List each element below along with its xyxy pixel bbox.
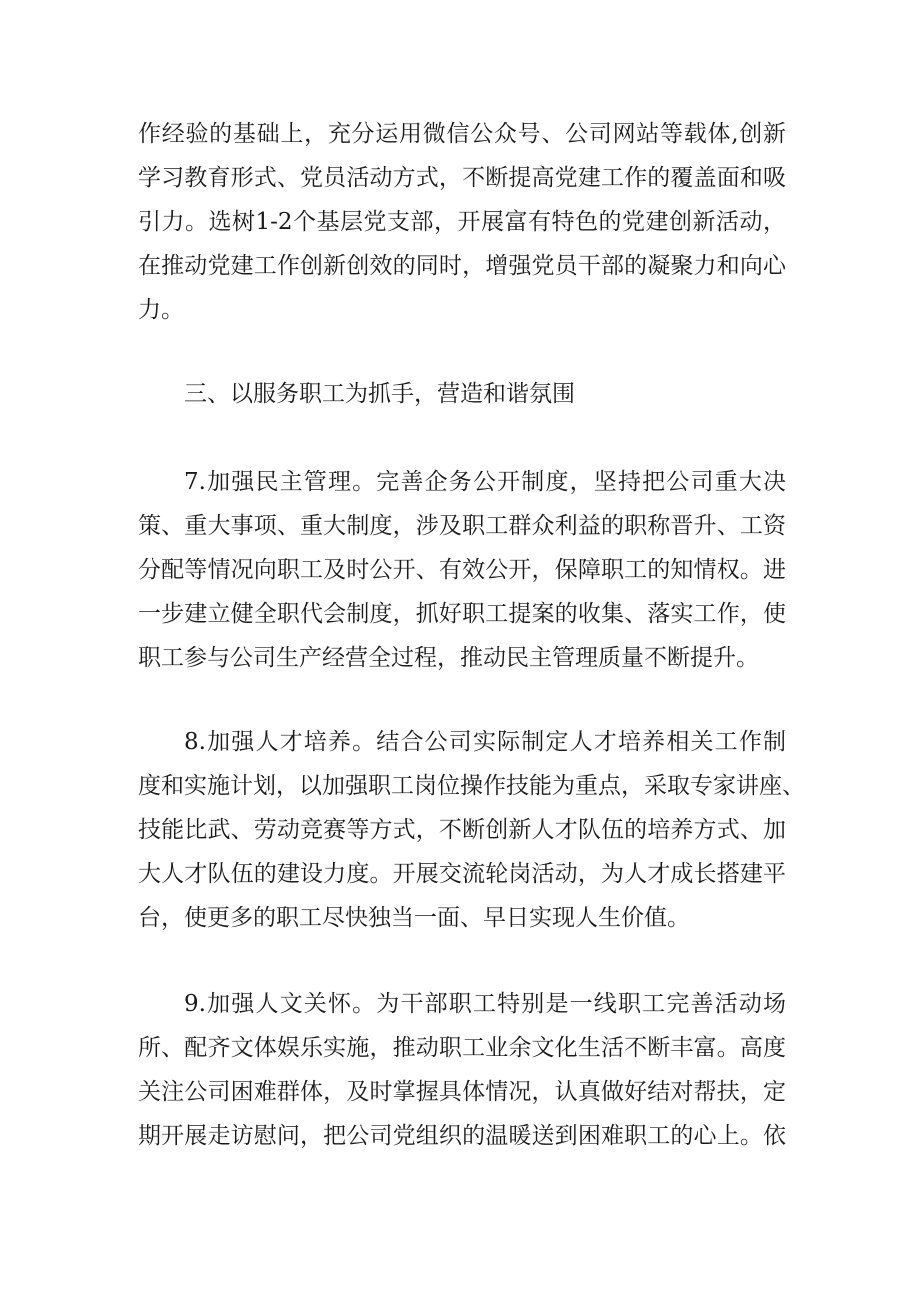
text-line: 关注公司困难群体，及时掌握具体情况，认真做好结对帮扶，定: [138, 1079, 786, 1105]
text-line: 8.加强人才培养。结合公司实际制定人才培养相关工作制: [184, 729, 786, 755]
text-line: 作经验的基础上，充分运用微信公众号、公司网站等载体,创新: [138, 121, 786, 147]
text-line: 一步建立健全职代会制度，抓好职工提案的收集、落实工作，使: [138, 601, 786, 627]
text-line: 台，使更多的职工尽快独当一面、早日实现人生价值。: [138, 905, 690, 931]
paragraph-party-building-continued: [138, 112, 786, 332]
text-line: 期开展走访慰问，把公司党组织的温暖送到困难职工的心上。依: [138, 1123, 786, 1149]
section-heading-3: [138, 372, 786, 416]
text-line: 分配等情况向职工及时公开、有效公开，保障职工的知情权。进: [138, 557, 786, 583]
section-heading-text: 三、以服务职工为抓手，营造和谐氛围: [184, 381, 575, 407]
text-line: 度和实施计划，以加强职工岗位操作技能为重点，采取专家讲座、: [138, 773, 805, 799]
text-line: 在推动党建工作创新创效的同时，增强党员干部的凝聚力和向心: [138, 253, 786, 279]
paragraph-8-talent-training: [138, 720, 805, 940]
text-line: 技能比武、劳动竞赛等方式，不断创新人才队伍的培养方式、加: [138, 817, 786, 843]
text-line: 7.加强民主管理。完善企务公开制度，坚持把公司重大决: [184, 469, 786, 495]
text-line: 引力。选树1-2个基层党支部，开展富有特色的党建创新活动，: [138, 209, 786, 235]
text-line: 大人才队伍的建设力度。开展交流轮岗活动，为人才成长搭建平: [138, 861, 786, 887]
paragraph-9-humanistic-care: [138, 982, 786, 1158]
text-line: 职工参与公司生产经营全过程，推动民主管理质量不断提升。: [138, 645, 759, 671]
text-line: 学习教育形式、党员活动方式，不断提高党建工作的覆盖面和吸: [138, 165, 786, 191]
text-line: 力。: [138, 297, 184, 323]
text-line: 策、重大事项、重大制度，涉及职工群众利益的职称晋升、工资: [138, 513, 786, 539]
text-line: 所、配齐文体娱乐实施，推动职工业余文化生活不断丰富。高度: [138, 1035, 786, 1061]
text-line: 9.加强人文关怀。为干部职工特别是一线职工完善活动场: [184, 991, 786, 1017]
paragraph-7-democratic-management: [138, 460, 786, 680]
